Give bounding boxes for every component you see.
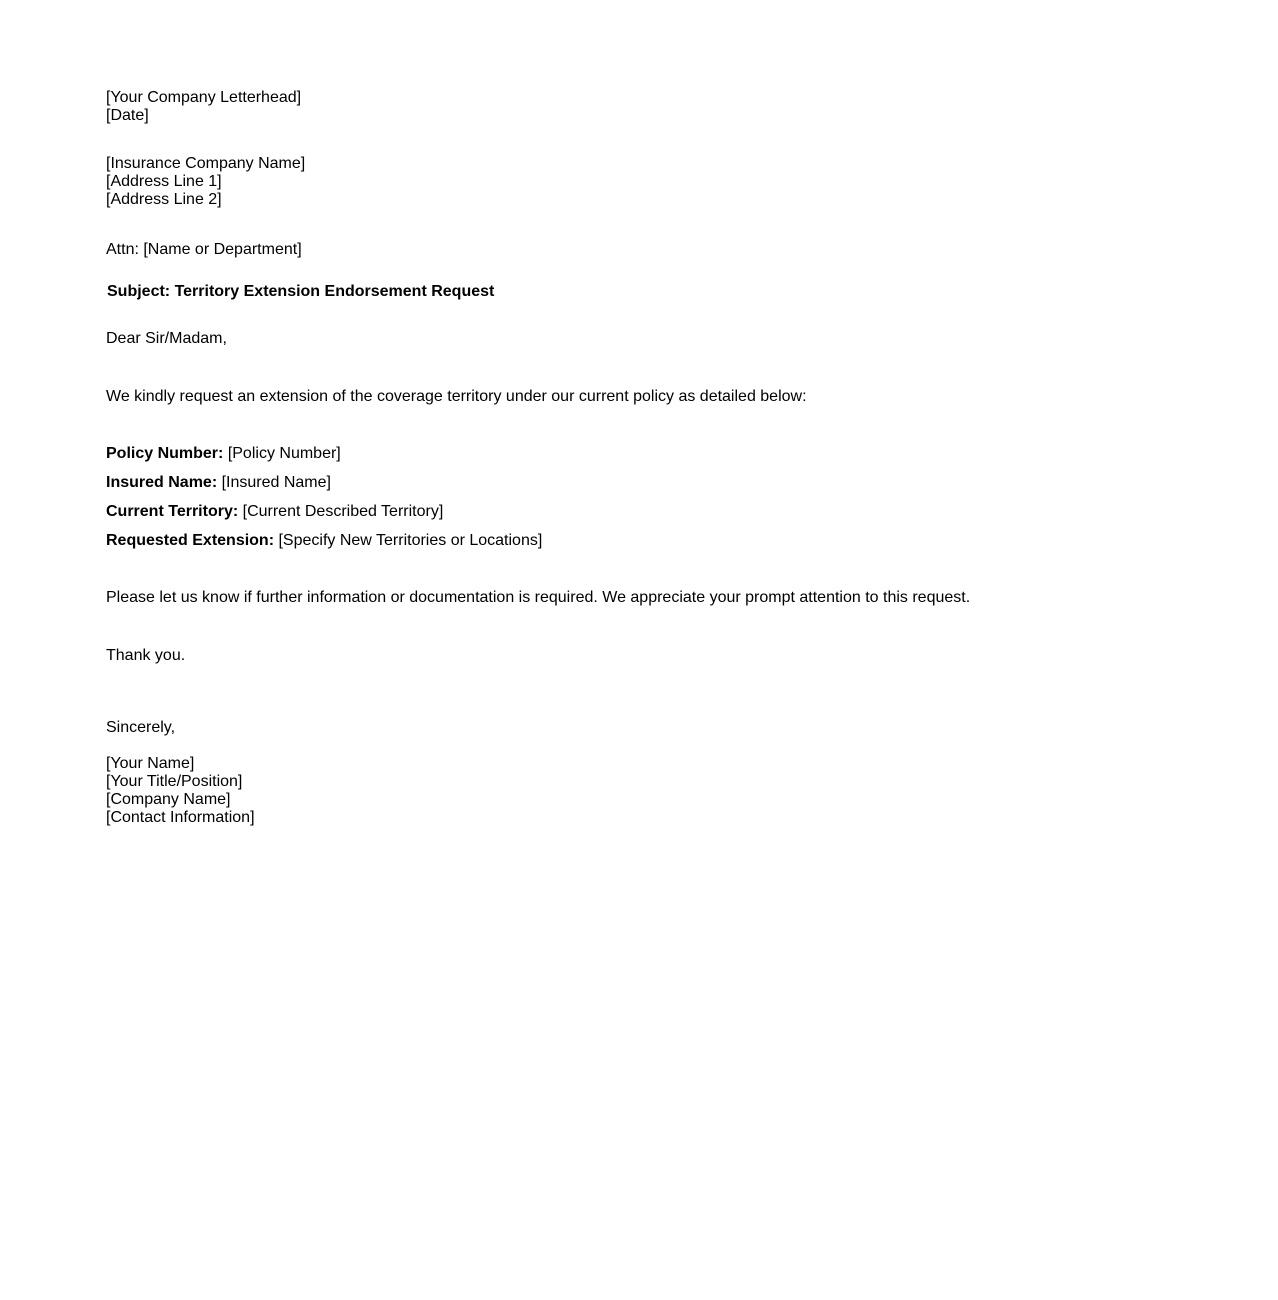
signature-name: [Your Name] [106,755,195,772]
detail-value: [Current Described Territory] [242,503,444,520]
detail-label: Insured Name: [106,474,218,491]
recipient-company: [Insurance Company Name] [106,155,306,172]
detail-current-territory [106,503,443,521]
thanks: Thank you. [106,647,186,664]
recipient-address-line-1: [Address Line 1] [106,173,222,190]
signature-title: [Your Title/Position] [106,773,243,790]
detail-requested-extension [106,532,542,550]
recipient-address-line-2: [Address Line 2] [106,191,222,208]
detail-insured-name [106,474,331,492]
sign-off: Sincerely, [106,719,176,736]
subject-line: Subject: Territory Extension Endorsement Request [107,283,495,300]
signature-contact: [Contact Information] [106,809,255,826]
closing-paragraph: Please let us know if further information or documentation is required. We appreciate your prompt attention to this request. [106,589,971,606]
attention-line: Attn: [Name or Department] [106,241,302,258]
salutation: Dear Sir/Madam, [106,330,227,347]
signature-company: [Company Name] [106,791,231,808]
letterhead: [Your Company Letterhead] [106,89,302,106]
detail-policy-number [106,445,341,463]
detail-label: Current Territory: [106,503,239,520]
detail-value: [Insured Name] [221,474,331,491]
intro-paragraph: We kindly request an extension of the coverage territory under our current policy as detailed below: [106,388,807,405]
detail-label: Policy Number: [106,445,224,462]
detail-value: [Specify New Territories or Locations] [278,532,543,549]
date: [Date] [106,107,149,124]
detail-value: [Policy Number] [227,445,341,462]
detail-label: Requested Extension: [106,532,275,549]
